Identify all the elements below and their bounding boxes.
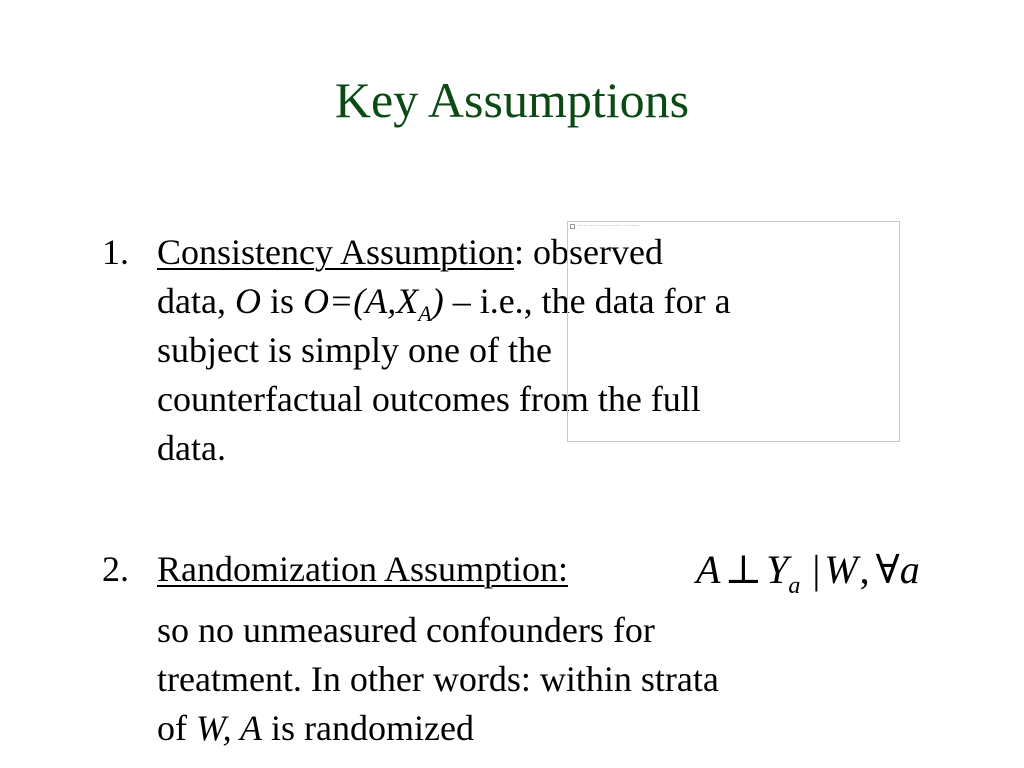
item2-line4	[157, 704, 897, 753]
symbol-O: O	[234, 281, 261, 321]
formula-a: a	[899, 547, 920, 592]
consistency-heading: Consistency Assumption	[157, 232, 515, 272]
item1-line2-rest: – i.e., the data for a	[443, 281, 731, 321]
observed-data-equation: O=(A,X	[302, 281, 419, 321]
item2-line2: so no unmeasured confounders for	[157, 610, 655, 650]
subscript-A: A	[418, 301, 432, 326]
slide-title: Key Assumptions	[334, 72, 690, 128]
formula-comma: ,	[859, 547, 870, 592]
formula-A: A	[696, 547, 721, 592]
item2-line3: treatment. In other words: within strata	[157, 659, 719, 699]
equation-close-paren: )	[431, 281, 444, 321]
embedded-media-placeholder	[567, 221, 900, 442]
item2-line4-of: of	[157, 708, 196, 748]
item1-line2-text: data,	[157, 281, 235, 321]
item1-line5: data.	[157, 428, 226, 468]
randomization-heading: Randomization Assumption:	[157, 549, 568, 589]
item2-line4-rest: is randomized	[262, 708, 474, 748]
formula-given-bar: |	[812, 547, 821, 592]
item1-after-heading: : observed	[514, 232, 663, 272]
list-number-1: 1.	[102, 232, 129, 272]
broken-image-icon	[570, 224, 575, 229]
list-number-2: 2.	[102, 549, 129, 589]
embedded-media-caption: QuickTime and a decompressor are needed to see this picture.	[577, 225, 640, 227]
forall-symbol: ∀	[875, 547, 900, 592]
formula-Y: Y	[766, 547, 789, 592]
independence-formula	[696, 544, 920, 599]
item1-line4: counterfactual outcomes from the full	[157, 379, 701, 419]
item1-line3: subject is simply one of the	[157, 330, 552, 370]
perpendicular-symbol: ⊥	[724, 547, 763, 592]
formula-subscript-a: a	[788, 573, 801, 599]
strata-variables: W, A	[196, 708, 263, 748]
formula-W: W	[824, 547, 858, 592]
item1-line2-is: is	[260, 281, 303, 321]
